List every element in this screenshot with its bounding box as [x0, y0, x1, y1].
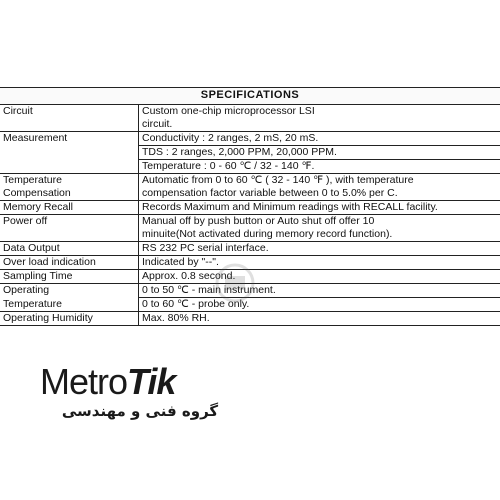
- row-label-measurement: Measurement: [0, 132, 139, 146]
- row-value: Automatic from 0 to 60 ℃ ( 32 - 140 ℉ ), with temperature: [142, 174, 414, 186]
- row-value: Custom one-chip microprocessor LSI: [142, 105, 315, 117]
- row-value: compensation factor variable between 0 to 5.0% per C.: [139, 187, 500, 201]
- row-value: TDS : 2 ranges, 2,000 PPM, 20,000 PPM.: [139, 146, 500, 160]
- watermark-logo: [195, 258, 275, 308]
- row-value: Max. 80% RH.: [139, 312, 500, 326]
- metrotik-logo: [40, 362, 280, 432]
- row-label-operating: Operating: [0, 284, 139, 298]
- row-label-power-off: Power off: [0, 215, 139, 229]
- row-label-compensation: Compensation: [0, 187, 139, 201]
- row-value: circuit.: [139, 118, 500, 132]
- row-value: Approx. 0.8 second.: [139, 270, 500, 284]
- row-label-operating-temperature: Temperature: [0, 298, 139, 312]
- row-label-sampling-time: Sampling Time: [0, 270, 139, 284]
- logo-name: MetroTik: [40, 361, 176, 402]
- row-label-circuit: Circuit: [0, 105, 139, 119]
- row-value: minuite(Not activated during memory record function).: [139, 228, 500, 242]
- row-label-overload: Over load indication: [0, 256, 139, 270]
- row-label-operating-humidity: Operating Humidity: [0, 312, 139, 326]
- row-value: 0 to 50 ℃ - main instrument.: [139, 284, 500, 298]
- row-value: Records Maximum and Minimum readings with RECALL facility.: [139, 201, 500, 215]
- row-value: Manual off by push button or Auto shut off offer 10: [142, 215, 375, 227]
- row-value: Temperature : 0 - 60 ℃ / 32 - 140 ℉.: [139, 160, 500, 174]
- row-label-data-output: Data Output: [0, 242, 139, 256]
- row-value: Conductivity : 2 ranges, 2 mS, 20 mS.: [139, 132, 500, 146]
- row-value: 0 to 60 ℃ - probe only.: [139, 298, 500, 312]
- table-title: SPECIFICATIONS: [0, 88, 500, 105]
- row-label-temperature: Temperature: [0, 174, 139, 188]
- row-value: RS 232 PC serial interface.: [139, 242, 500, 256]
- logo-subtitle: گروه فنی و مهندسی: [61, 402, 219, 420]
- row-label-memory-recall: Memory Recall: [0, 201, 139, 215]
- row-value: Indicated by "--".: [139, 256, 500, 270]
